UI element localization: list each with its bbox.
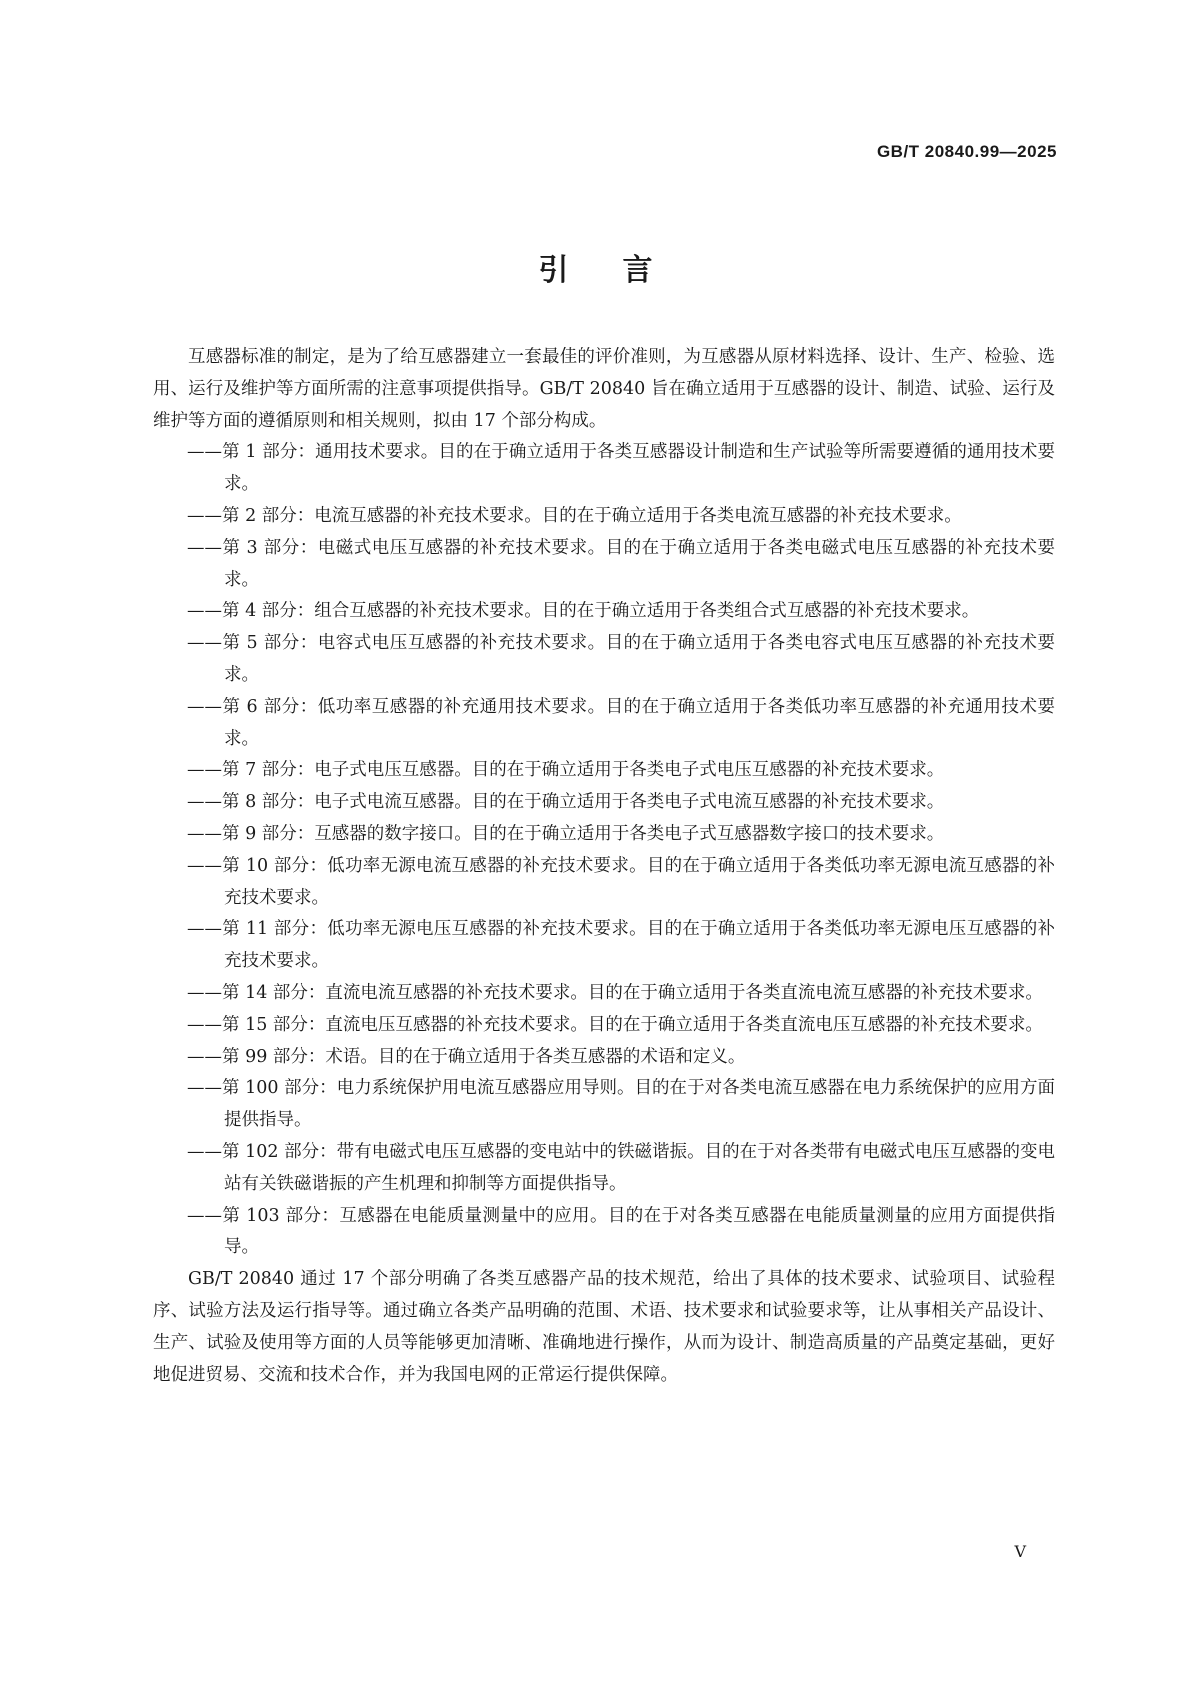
closing-paragraph: GB/T 20840 通过 17 个部分明确了各类互感器产品的技术规范，给出了具体的技术要求、试验项目、试验程序、试验方法及运行指导等。通过确立各类产品明确的范围、术语、技术要求和试验要求等，让从事相关产品设计、生产、试验及使用等方面的人员等能够更加清晰、准确地进行操作，从而为设计、制造高质量的产品奠定基础，更好地促进贸易、交流和技术合作，并为我国电网的正常运行提供保障。 — [153, 1269, 1055, 1385]
list-item: ——第 103 部分：互感器在电能质量测量中的应用。目的在于对各类互感器在电能质量测量的应用方面提供指导。 — [187, 1205, 1055, 1258]
list-item: ——第 3 部分：电磁式电压互感器的补充技术要求。目的在于确立适用于各类电磁式电压互感器的补充技术要求。 — [187, 537, 1055, 590]
list-item: ——第 4 部分：组合互感器的补充技术要求。目的在于确立适用于各类组合式互感器的补充技术要求。 — [187, 601, 980, 622]
list-item: ——第 11 部分：低功率无源电压互感器的补充技术要求。目的在于确立适用于各类低功率无源电压互感器的补充技术要求。 — [187, 919, 1055, 972]
page-title: 引言 — [538, 253, 707, 288]
list-item: ——第 10 部分：低功率无源电流互感器的补充技术要求。目的在于确立适用于各类低功率无源电流互感器的补充技术要求。 — [187, 855, 1055, 908]
list-item: ——第 14 部分：直流电流互感器的补充技术要求。目的在于确立适用于各类直流电流互感器的补充技术要求。 — [187, 982, 1043, 1003]
list-item: ——第 5 部分：电容式电压互感器的补充技术要求。目的在于确立适用于各类电容式电压互感器的补充技术要求。 — [187, 633, 1055, 685]
list-item: ——第 99 部分：术语。目的在于确立适用于各类互感器的术语和定义。 — [187, 1046, 746, 1067]
list-item: ——第 1 部分：通用技术要求。目的在于确立适用于各类互感器设计制造和生产试验等所需要遵循的通用技术要求。 — [187, 442, 1055, 495]
list-item: ——第 8 部分：电子式电流互感器。目的在于确立适用于各类电子式电流互感器的补充技术要求。 — [187, 792, 945, 813]
list-item: ——第 102 部分：带有电磁式电压互感器的变电站中的铁磁谐振。目的在于对各类带有电磁式电压互感器的变电站有关铁磁谐振的产生机理和抑制等方面提供指导。 — [187, 1141, 1055, 1194]
list-item: ——第 7 部分：电子式电压互感器。目的在于确立适用于各类电子式电压互感器的补充技术要求。 — [187, 760, 945, 781]
list-item: ——第 15 部分：直流电压互感器的补充技术要求。目的在于确立适用于各类直流电压互感器的补充技术要求。 — [187, 1014, 1043, 1035]
standard-code: GB/T 20840.99—2025 — [876, 142, 1057, 161]
list-item: ——第 100 部分：电力系统保护用电流互感器应用导则。目的在于对各类电流互感器在电力系统保护的应用方面提供指导。 — [187, 1078, 1055, 1131]
document-body — [153, 342, 1055, 1391]
list-item: ——第 6 部分：低功率互感器的补充通用技术要求。目的在于确立适用于各类低功率互感器的补充通用技术要求。 — [187, 696, 1055, 749]
list-item: ——第 9 部分：互感器的数字接口。目的在于确立适用于各类电子式互感器数字接口的技术要求。 — [187, 823, 945, 844]
list-item: ——第 2 部分：电流互感器的补充技术要求。目的在于确立适用于各类电流互感器的补充技术要求。 — [187, 505, 962, 526]
page-number: V — [1014, 1542, 1026, 1561]
intro-paragraph: 互感器标准的制定，是为了给互感器建立一套最佳的评价准则，为互感器从原材料选择、设计、生产、检验、选用、运行及维护等方面所需的注意事项提供指导。GB/T 20840 旨在确立适用于互感器的设计、制造、试验、运行及维护等方面的遵循原则和相关规则，拟由 17 个部分构成。 — [153, 347, 1055, 431]
parts-list — [153, 437, 1055, 1264]
